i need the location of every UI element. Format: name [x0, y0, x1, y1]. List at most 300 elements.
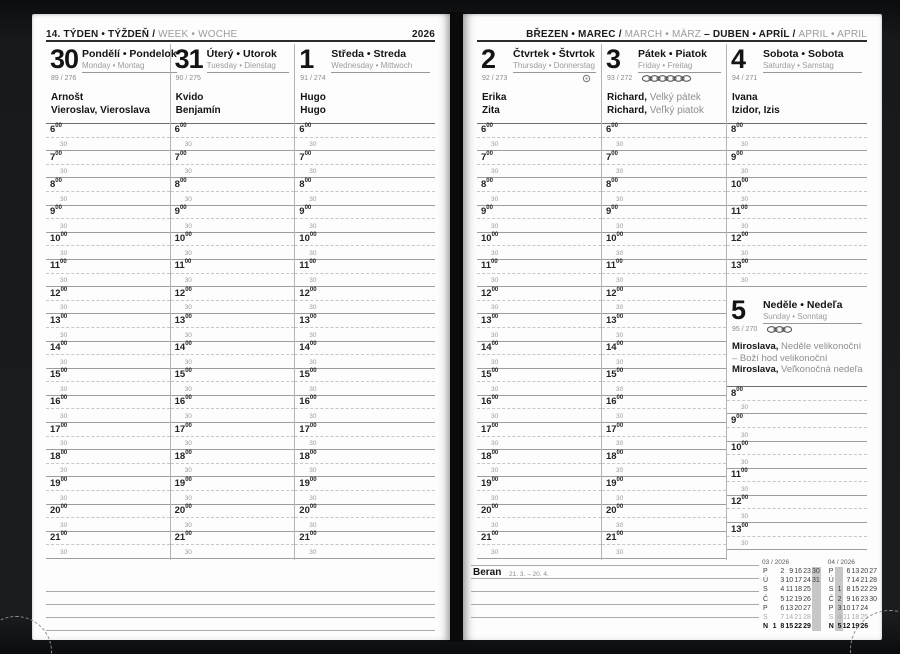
hour-label: $9^{00}$	[730, 413, 743, 426]
name-days	[730, 92, 865, 117]
hour-row	[171, 233, 295, 247]
hour-label: $9^{00}$	[605, 205, 618, 218]
day-of-year-counter: 93 / 272	[606, 75, 633, 82]
half-hour-label: 30	[740, 540, 749, 548]
hour-row	[171, 342, 295, 356]
hour-label: $20^{00}$	[299, 504, 317, 517]
hour-label: $13^{00}$	[605, 313, 624, 326]
hour-row	[46, 260, 170, 274]
half-hour-label: 30	[615, 277, 624, 285]
hour-label: $15^{00}$	[299, 368, 317, 381]
header-text-segment: WEEK • WOCHE	[158, 29, 238, 40]
half-hour-row	[46, 437, 170, 451]
half-hour-label: 30	[740, 222, 749, 230]
person-name: Benjamín	[175, 104, 221, 116]
name-day-line	[176, 105, 293, 118]
mini-calendar-row	[762, 613, 821, 622]
half-hour-label: 30	[615, 521, 624, 529]
hour-row	[46, 396, 170, 410]
note-line	[471, 566, 759, 579]
hour-label: $8^{00}$	[481, 177, 493, 190]
note-line	[46, 579, 435, 592]
half-hour-row	[171, 165, 295, 179]
header-text-segment: APRIL • APRIL	[798, 29, 867, 40]
person-name: Ivana	[731, 92, 758, 103]
day-column	[46, 44, 177, 560]
hour-row	[295, 233, 435, 247]
hour-label: $11^{00}$	[481, 259, 498, 272]
hour-row	[602, 505, 726, 519]
hour-label: $10^{00}$	[605, 232, 624, 245]
half-hour-row	[46, 328, 170, 342]
note-line	[471, 605, 759, 618]
hour-label: $11^{00}$	[50, 259, 67, 272]
calendar-day-cell: 11	[785, 586, 794, 594]
half-hour-label: 30	[60, 331, 68, 339]
hour-row	[171, 423, 295, 437]
person-name: Erika	[482, 92, 507, 103]
half-hour-row	[46, 274, 170, 288]
hour-row	[477, 151, 601, 165]
calendar-day-cell: 4	[780, 586, 785, 594]
half-hour-row	[46, 491, 170, 505]
hour-label: $7^{00}$	[481, 150, 493, 163]
half-hour-label: 30	[184, 141, 192, 149]
week-header	[46, 26, 435, 40]
half-hour-label: 30	[309, 358, 317, 366]
half-hour-label: 30	[60, 222, 68, 230]
day-column	[294, 44, 435, 560]
hour-label: $12^{00}$	[174, 286, 192, 299]
calendar-day-cell: 1	[772, 623, 777, 631]
half-hour-label: 30	[740, 277, 749, 285]
hour-label: $19^{00}$	[174, 476, 192, 490]
half-hour-label: 30	[615, 385, 624, 393]
person-name: Kvido	[175, 92, 204, 103]
hour-label: $19^{00}$	[605, 476, 624, 490]
time-grid	[727, 124, 867, 287]
hour-row	[727, 469, 867, 483]
mini-calendar-row	[828, 604, 878, 613]
half-hour-label: 30	[740, 141, 749, 149]
hour-label: $16^{00}$	[299, 395, 317, 408]
half-hour-label: 30	[491, 249, 499, 257]
person-name: Vieroslav, Vieroslava	[51, 104, 150, 116]
hour-row	[477, 342, 601, 356]
half-hour-row	[602, 138, 726, 152]
calendar-day-cell: 26	[803, 595, 811, 603]
calendar-day-cell: 13	[851, 568, 860, 576]
half-hour-label: 30	[491, 195, 499, 203]
half-hour-label: 30	[309, 521, 317, 529]
calendar-day-cell: 7	[780, 614, 785, 622]
hour-row	[295, 532, 435, 546]
hour-label: $7^{00}$	[299, 150, 312, 163]
hour-label: $9^{00}$	[299, 205, 312, 218]
calendar-day-cell: 24	[860, 604, 869, 612]
hour-row	[295, 287, 435, 301]
half-hour-row	[727, 165, 867, 179]
calendar-day-cell: 23	[860, 595, 869, 603]
hour-label: $14^{00}$	[174, 340, 192, 354]
hour-row	[727, 151, 867, 165]
calendar-day-cell: 20	[794, 604, 803, 612]
holiday-name: Veľký piatok	[646, 104, 704, 116]
half-hour-label: 30	[60, 385, 68, 393]
hour-row	[171, 178, 295, 192]
hour-row	[171, 206, 295, 220]
hour-row	[295, 450, 435, 464]
hour-row	[46, 314, 170, 328]
name-days	[480, 92, 599, 117]
hour-label: $13^{00}$	[730, 522, 749, 535]
half-hour-label: 30	[491, 222, 499, 230]
calendar-day-cell: 21	[860, 577, 869, 585]
calendar-day-cell	[812, 585, 821, 594]
hour-row	[602, 178, 726, 192]
half-hour-row	[602, 518, 726, 532]
day-name-cs-sk: Čtvrtek • Štvrtok	[513, 48, 595, 60]
half-hour-label: 30	[309, 168, 317, 176]
person-name: Miroslava,	[731, 341, 779, 353]
half-hour-row	[727, 192, 867, 206]
half-hour-label: 30	[491, 440, 499, 448]
half-hour-label: 30	[491, 331, 499, 339]
name-day-line	[51, 92, 168, 105]
hour-label: $16^{00}$	[481, 395, 499, 408]
hour-label: $9^{00}$	[50, 205, 62, 218]
day-name-cs-sk: Sobota • Sobota	[762, 48, 844, 60]
calendar-day-cell: 6	[780, 604, 785, 612]
hour-row	[727, 496, 867, 510]
half-hour-label: 30	[309, 549, 317, 556]
hour-label: $7^{00}$	[605, 150, 618, 163]
hour-row	[727, 387, 867, 401]
half-hour-row	[602, 165, 726, 179]
hour-label: $20^{00}$	[50, 504, 68, 517]
hour-label: $14^{00}$	[50, 340, 68, 354]
hour-label: $12^{00}$	[299, 286, 317, 299]
person-name: Richard,	[606, 104, 647, 116]
calendar-day-cell: 13	[785, 604, 794, 612]
hour-row	[295, 396, 435, 410]
half-hour-row	[602, 382, 726, 396]
name-day-line	[607, 105, 724, 118]
half-hour-row	[46, 192, 170, 206]
hour-label: $17^{00}$	[481, 422, 499, 435]
half-hour-label: 30	[309, 331, 317, 339]
zodiac-date-range: 21. 3. – 20. 4.	[509, 571, 549, 578]
hour-label: $11^{00}$	[605, 259, 623, 272]
half-hour-row	[171, 491, 295, 505]
day-number: 2	[481, 44, 496, 74]
hour-row	[171, 151, 295, 165]
name-day-line	[51, 105, 168, 118]
calendar-day-cell: 29	[869, 586, 877, 594]
holiday-chain-icon	[766, 325, 795, 334]
half-hour-row	[171, 192, 295, 206]
month-header	[477, 26, 867, 40]
calendar-day-cell: 11	[843, 614, 851, 622]
half-hour-label: 30	[184, 494, 192, 502]
time-grid	[727, 387, 867, 550]
hour-row	[727, 260, 867, 274]
half-hour-label: 30	[309, 195, 317, 203]
half-hour-label: 30	[309, 385, 317, 393]
weekday-letter: Ú	[763, 577, 769, 585]
hour-label: $17^{00}$	[605, 422, 624, 435]
calendar-day-cell: 19	[794, 595, 803, 603]
day-number: 1	[299, 44, 314, 74]
calendar-day-cell: 18	[851, 614, 860, 622]
hour-row	[477, 178, 601, 192]
half-hour-row	[171, 219, 295, 233]
day-name-en-de: Monday • Montag	[82, 61, 145, 70]
notes-lines	[46, 579, 435, 631]
mini-calendar-row	[762, 585, 821, 594]
day-name-en-de: Thursday • Donnerstag	[513, 61, 595, 70]
half-hour-row	[727, 482, 867, 496]
half-hour-label: 30	[60, 277, 68, 285]
hour-label: $12^{00}$	[730, 495, 749, 508]
half-hour-row	[295, 301, 435, 315]
right-day-columns	[477, 44, 867, 560]
half-hour-row	[727, 455, 867, 469]
day-number: 4	[730, 44, 745, 74]
hour-label: $6^{00}$	[174, 123, 187, 136]
calendar-day-cell: 3	[835, 604, 842, 613]
half-hour-label: 30	[60, 195, 68, 203]
hour-label: $15^{00}$	[481, 368, 499, 381]
mini-calendar-row	[762, 604, 821, 613]
hour-row	[727, 414, 867, 428]
day-name-cs-sk: Pátek • Piatok	[637, 48, 708, 60]
name-day-line	[300, 92, 433, 105]
half-hour-row	[171, 138, 295, 152]
half-hour-row	[295, 409, 435, 423]
hour-row	[602, 233, 726, 247]
calendar-day-cell	[770, 613, 778, 622]
note-line	[471, 579, 759, 592]
hour-row	[477, 532, 601, 546]
hour-label: $18^{00}$	[605, 449, 624, 462]
calendar-day-cell: 17	[851, 604, 860, 612]
half-hour-label: 30	[491, 549, 499, 556]
calendar-day-cell: 8	[846, 586, 851, 594]
hour-label: $21^{00}$	[174, 531, 192, 544]
hour-label: $21^{00}$	[299, 531, 317, 544]
hour-label: $10^{00}$	[174, 232, 192, 245]
calendar-day-cell	[812, 595, 821, 604]
hour-label: $6^{00}$	[299, 123, 312, 136]
half-hour-label: 30	[309, 440, 317, 448]
half-hour-label: 30	[615, 440, 624, 448]
name-day-line	[732, 364, 865, 376]
mini-calendar	[762, 559, 821, 631]
half-hour-label: 30	[184, 549, 192, 556]
half-hour-row	[171, 328, 295, 342]
calendar-day-cell: 21	[794, 614, 803, 622]
hour-row	[602, 423, 726, 437]
hour-row	[295, 178, 435, 192]
hour-label: $8^{00}$	[299, 177, 312, 190]
calendar-day-cell: 4	[835, 613, 842, 622]
holiday-name: – Boží hod velikonoční	[731, 352, 828, 364]
name-days	[49, 92, 168, 117]
half-hour-row	[602, 437, 726, 451]
half-hour-row	[727, 219, 867, 233]
weekday-letter: Ú	[828, 577, 834, 585]
half-hour-label: 30	[615, 195, 624, 203]
half-hour-label: 30	[309, 249, 317, 257]
half-hour-row	[602, 219, 726, 233]
half-hour-row	[171, 545, 295, 559]
name-day-line	[607, 92, 724, 105]
calendar-day-cell: 3	[780, 577, 785, 585]
calendar-day-cell	[770, 585, 778, 594]
half-hour-label: 30	[491, 413, 499, 421]
half-hour-row	[727, 138, 867, 152]
half-hour-row	[46, 301, 170, 315]
day-name-en-de: Sunday • Sonntag	[762, 312, 828, 322]
calendar-day-cell: 19	[851, 623, 860, 631]
half-hour-row	[171, 464, 295, 478]
day-column	[601, 44, 726, 560]
hour-row	[602, 206, 726, 220]
hour-label: $18^{00}$	[174, 449, 192, 462]
hour-label: $21^{00}$	[481, 531, 499, 544]
half-hour-label: 30	[740, 404, 749, 412]
note-line	[46, 618, 435, 631]
half-hour-row	[477, 328, 601, 342]
calendar-day-cell: 15	[851, 586, 860, 594]
time-grid	[295, 124, 435, 559]
calendar-day-cell: 28	[803, 614, 811, 622]
weekday-letter: S	[828, 586, 834, 594]
time-grid	[46, 124, 170, 559]
half-hour-row	[477, 409, 601, 423]
hour-label: $15^{00}$	[174, 368, 192, 381]
half-hour-label: 30	[309, 304, 317, 312]
half-hour-row	[171, 246, 295, 260]
calendar-day-cell: 5	[780, 595, 785, 603]
header-text-segment: MARCH • MÄRZ	[624, 29, 705, 40]
calendar-day-cell: 22	[794, 623, 803, 631]
hour-row	[602, 314, 726, 328]
half-hour-row	[46, 518, 170, 532]
half-hour-row	[171, 518, 295, 532]
hour-row	[602, 260, 726, 274]
half-hour-row	[46, 464, 170, 478]
name-day-line	[732, 353, 865, 365]
half-hour-label: 30	[184, 358, 192, 366]
hour-row	[602, 450, 726, 464]
calendar-day-cell	[770, 595, 778, 604]
hour-row	[602, 342, 726, 356]
zodiac-name: Beran	[473, 567, 502, 578]
half-hour-row	[727, 274, 867, 288]
half-hour-label: 30	[60, 141, 68, 149]
day-name-cs-sk: Středa • Streda	[331, 48, 407, 60]
calendar-day-cell: 16	[794, 568, 803, 576]
calendar-day-cell: 9	[789, 568, 794, 576]
name-day-line	[482, 92, 599, 105]
half-hour-row	[295, 328, 435, 342]
mini-calendar-grid	[762, 567, 821, 631]
half-hour-label: 30	[615, 549, 624, 556]
half-hour-label: 30	[740, 249, 749, 257]
header-text-segment: BŘEZEN • MAREC /	[526, 29, 625, 40]
hour-row	[727, 233, 867, 247]
hour-label: $15^{00}$	[605, 368, 624, 381]
day-header	[171, 44, 295, 124]
half-hour-label: 30	[184, 277, 192, 285]
person-name: Hugo	[300, 104, 326, 116]
calendar-day-cell: 27	[803, 604, 811, 612]
half-hour-row	[602, 355, 726, 369]
half-hour-row	[727, 401, 867, 415]
half-hour-label: 30	[309, 413, 317, 421]
half-hour-label: 30	[491, 141, 499, 149]
calendar-day-cell: 30	[869, 595, 877, 603]
half-hour-label: 30	[309, 494, 317, 502]
note-line	[471, 553, 759, 566]
calendar-day-cell: 15	[785, 623, 794, 631]
hour-label: $18^{00}$	[50, 449, 68, 462]
weekday-letter: S	[763, 614, 768, 622]
calendar-day-cell: 25	[803, 586, 811, 594]
calendar-day-cell: 1	[835, 585, 842, 594]
half-hour-row	[46, 545, 170, 559]
calendar-day-cell	[835, 576, 842, 585]
calendar-day-cell: 2	[780, 568, 785, 576]
hour-label: $20^{00}$	[174, 504, 192, 517]
hour-row	[477, 396, 601, 410]
year-label: 2026	[411, 29, 435, 40]
calendar-day-cell: 29	[803, 623, 811, 631]
hour-row	[727, 178, 867, 192]
hour-label: $10^{00}$	[299, 232, 317, 245]
hour-row	[477, 206, 601, 220]
half-hour-row	[727, 246, 867, 260]
weekday-letter: Č	[828, 595, 834, 603]
half-hour-label: 30	[740, 168, 749, 176]
weekday-letter: Č	[763, 595, 769, 603]
day-name-cs-sk: Úterý • Utorok	[206, 48, 277, 60]
name-days	[298, 92, 433, 117]
half-hour-label: 30	[184, 195, 192, 203]
half-hour-label: 30	[60, 168, 68, 176]
hour-row	[295, 477, 435, 491]
half-hour-row	[295, 518, 435, 532]
calendar-day-cell	[812, 613, 821, 622]
half-hour-label: 30	[184, 222, 192, 230]
calendar-day-cell: 26	[860, 623, 869, 631]
hour-label: $10^{00}$	[481, 232, 499, 245]
calendar-day-cell: 23	[803, 568, 811, 576]
half-hour-label: 30	[309, 222, 317, 230]
calendar-day-cell: 17	[794, 577, 803, 585]
day-column	[170, 44, 295, 560]
hour-label: $8^{00}$	[730, 386, 743, 399]
half-hour-row	[477, 491, 601, 505]
hour-label: $12^{00}$	[605, 286, 624, 299]
calendar-day-cell	[835, 567, 842, 576]
header-text-segment: 14. TÝDEN • TÝŽDEŇ /	[46, 29, 159, 40]
half-hour-label: 30	[615, 358, 624, 366]
day-column	[477, 44, 601, 560]
calendar-day-cell: 9	[846, 595, 851, 603]
